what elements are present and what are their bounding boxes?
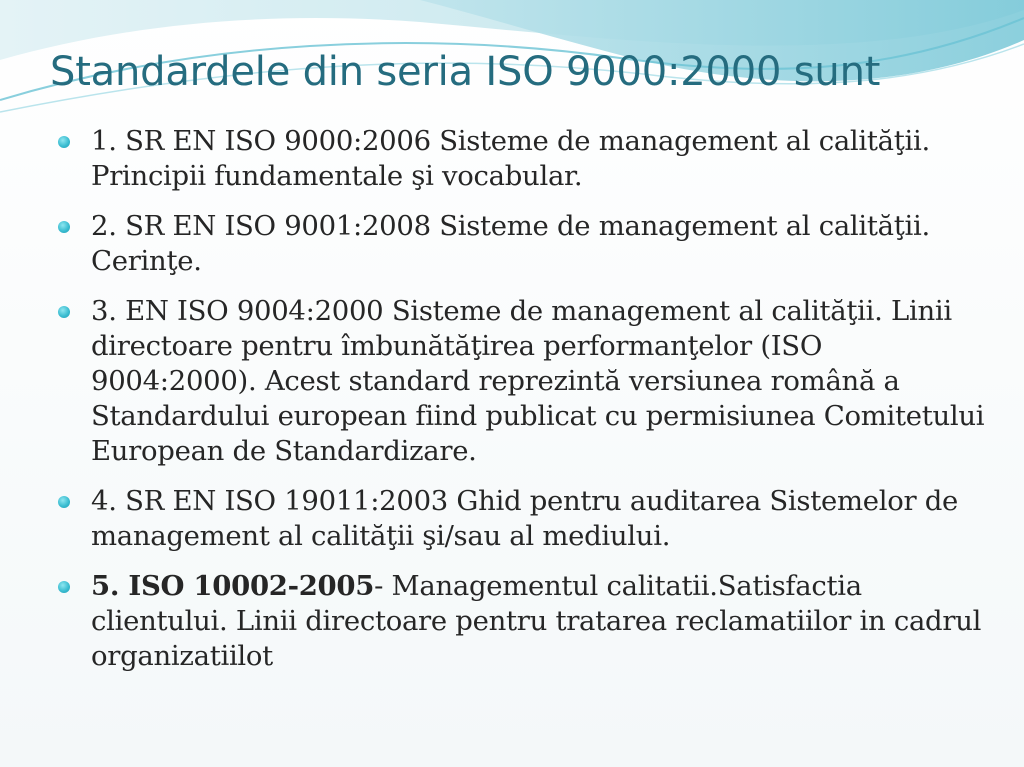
list-item	[58, 209, 988, 279]
bullet-icon	[58, 306, 70, 318]
list-item	[58, 124, 988, 194]
slide-title: Standardele din seria ISO 9000:2000 sunt	[50, 49, 881, 95]
list-item-text: 2. SR EN ISO 9001:2008 Sisteme de management al calităţii. Cerinţe.	[91, 210, 930, 277]
list-item	[58, 294, 988, 469]
list-item-text: 3. EN ISO 9004:2000 Sisteme de management al calităţii. Linii directoare pentru îmbunătăţirea performanţelor (ISO 9004:2000). Acest standard reprezintă versiunea română a Standardului european fiind publicat cu permisiunea Comitetului European de Standardizare.	[91, 295, 985, 467]
bullet-icon	[58, 221, 70, 233]
list-item-text: - Managementul calitatii.Satisfactia clientului. Linii directoare pentru tratarea reclamatiilor in cadrul organizatiilot	[91, 570, 982, 672]
bullet-icon	[58, 496, 70, 508]
list-item-bold-label: 5. ISO 10002-2005	[91, 570, 375, 602]
standards-list	[58, 124, 988, 689]
list-item	[58, 484, 988, 554]
list-item-text: 4. SR EN ISO 19011:2003 Ghid pentru auditarea Sistemelor de management al calităţii şi/sau al mediului.	[91, 485, 959, 552]
list-item	[58, 569, 988, 674]
bullet-icon	[58, 581, 70, 593]
list-item-text: 1. SR EN ISO 9000:2006 Sisteme de management al calităţii. Principii fundamentale şi vocabular.	[91, 125, 930, 192]
bullet-icon	[58, 136, 70, 148]
